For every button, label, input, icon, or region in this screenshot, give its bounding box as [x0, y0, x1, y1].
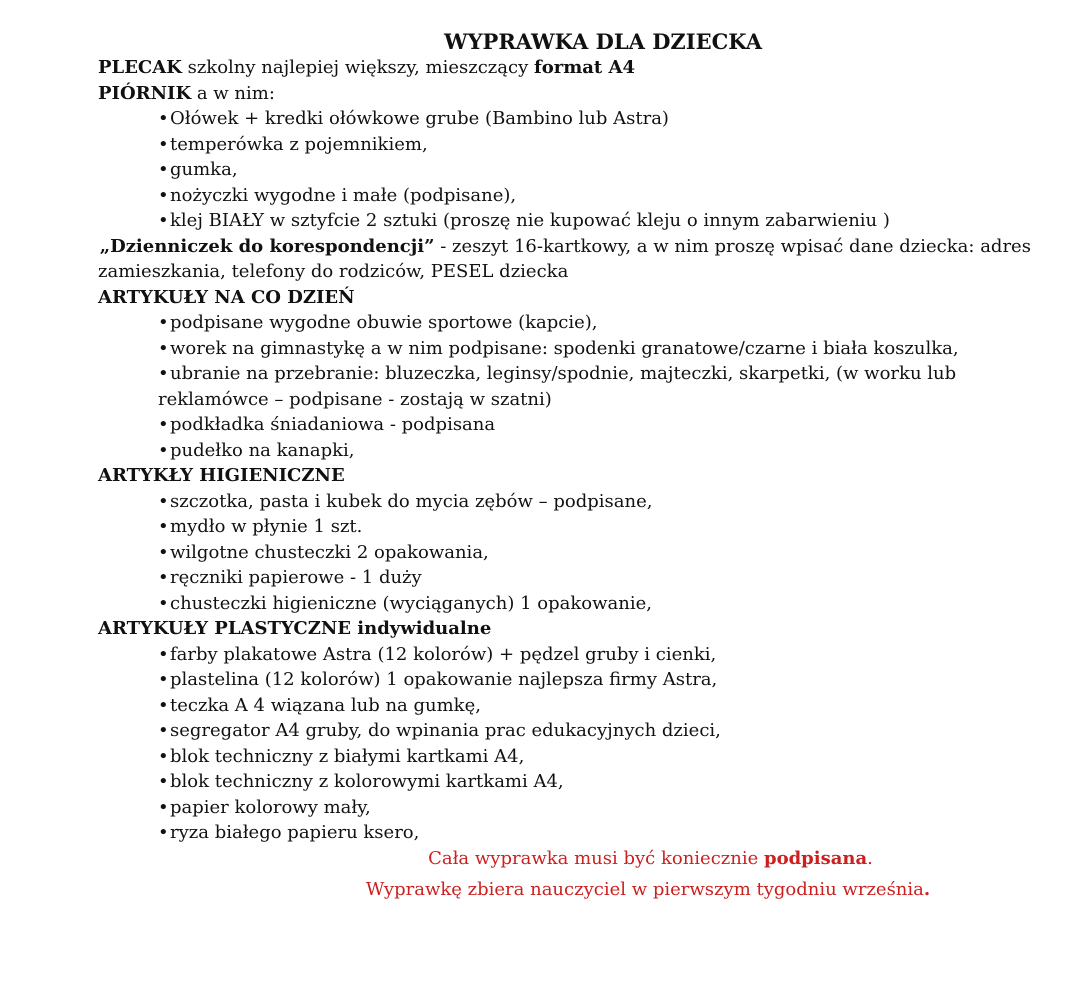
list-item — [98, 208, 1073, 234]
sections — [98, 285, 1073, 846]
dzienniczek-line — [94, 234, 1073, 260]
list-item-text: papier kolorowy mały, — [170, 796, 371, 818]
note-signed-text: Cała wyprawka musi być koniecznie — [428, 847, 764, 869]
bullet-icon: • — [158, 592, 169, 614]
bullet-icon: • — [158, 312, 169, 333]
list-item-text: farby plakatowe Astra (12 kolorów) + pędzel gruby i cienki, — [170, 643, 717, 665]
note-collect — [98, 877, 1073, 902]
bullet-icon: • — [158, 414, 169, 435]
bullet-icon: • — [158, 567, 169, 588]
bullet-icon: • — [158, 516, 169, 537]
list-item-text: chusteczki higieniczne (wyciąganych) 1 opakowanie, — [170, 592, 652, 614]
list-item-text: mydło w płynie 1 szt. — [170, 516, 363, 537]
document — [98, 28, 1073, 902]
list-item — [98, 132, 1073, 158]
bullet-icon: • — [158, 159, 169, 180]
list-item-text: plastelina (12 kolorów) 1 opakowanie najlepsza firmy Astra, — [170, 669, 718, 690]
bullet-icon: • — [158, 490, 169, 512]
list-item-text: temperówka z pojemnikiem, — [170, 133, 428, 155]
note-collect-end: . — [923, 878, 931, 900]
note-collect-text: Wyprawkę zbiera nauczyciel w pierwszym tygodniu września — [365, 878, 924, 900]
list-item — [98, 667, 1073, 693]
section-heading — [98, 463, 1073, 489]
list-item-text: teczka A 4 wiązana lub na gumkę, — [170, 694, 481, 716]
list-item-text: klej BIAŁY w sztyfcie 2 sztuki (proszę nie kupować kleju o innym zabarwieniu ) — [170, 210, 890, 231]
list-item-text: blok techniczny z kolorowymi kartkami A4, — [170, 771, 564, 792]
page-title: WYPRAWKA DLA DZIECKA — [443, 29, 762, 54]
section-heading-text: ARTYKUŁY PLASTYCZNE — [98, 618, 352, 639]
list-item — [98, 361, 1073, 387]
list-item-text: podkładka śniadaniowa - podpisana — [170, 414, 496, 435]
section-heading-text: ARTYKUŁY NA CO DZIEŃ — [98, 286, 355, 308]
list-item — [98, 769, 1073, 795]
list-item-continuation: reklamówce – podpisane - zostają w szatni) — [158, 388, 552, 410]
dzienniczek-text: - zeszyt 16-kartkowy, a w nim proszę wpisać dane dziecka: adres — [434, 235, 1031, 257]
plecak-text: szkolny najlepiej większy, mieszczący — [181, 57, 534, 78]
list-item — [98, 693, 1073, 719]
list-item — [98, 642, 1073, 668]
bullet-icon: • — [158, 694, 169, 716]
piornik-line — [98, 81, 1073, 107]
list-item-text: szczotka, pasta i kubek do mycia zębów – podpisane, — [170, 490, 653, 512]
section-heading-text: ARTYKŁY HIGIENICZNE — [98, 465, 345, 486]
list-item — [98, 489, 1073, 515]
bullet-icon: • — [158, 541, 169, 563]
list-item — [98, 106, 1073, 132]
list-item-text: worek na gimnastykę a w nim podpisane: spodenki granatowe/czarne i biała koszulka, — [170, 337, 959, 359]
list-item — [98, 591, 1073, 617]
plecak-label: PLECAK — [98, 57, 182, 78]
list-item — [98, 820, 1073, 846]
list-item-text: ubranie na przebranie: bluzeczka, leginsy/spodnie, majteczki, skarpetki, (w worku lub — [170, 363, 957, 384]
bullet-icon: • — [158, 337, 169, 359]
note-signed-bold: podpisana — [764, 847, 868, 869]
list-item-text: gumka, — [170, 159, 238, 180]
list-item-text: segregator A4 gruby, do wpinania prac edukacyjnych dzieci, — [170, 720, 721, 741]
bullet-icon: • — [158, 720, 169, 741]
bullet-icon: • — [158, 363, 169, 384]
list-item — [98, 565, 1073, 591]
bullet-icon: • — [158, 184, 169, 206]
bullet-icon: • — [158, 669, 169, 690]
section-heading-extra: indywidualne — [351, 618, 492, 639]
list-item-text: wilgotne chusteczki 2 opakowania, — [170, 541, 489, 563]
list-item-text: ręczniki papierowe - 1 duży — [170, 567, 422, 588]
list-item-text: pudełko na kanapki, — [170, 439, 355, 461]
list-item — [98, 438, 1073, 464]
piornik-text: a w nim: — [191, 82, 275, 104]
list-item — [98, 412, 1073, 438]
list-item — [98, 310, 1073, 336]
section-heading — [98, 616, 1073, 642]
list-item — [98, 744, 1073, 770]
note-signed — [98, 846, 1073, 871]
list-item-text: blok techniczny z białymi kartkami A4, — [170, 745, 525, 767]
list-item — [98, 183, 1073, 209]
note-signed-end: . — [867, 847, 873, 869]
bullet-icon: • — [158, 108, 169, 129]
plecak-format: format A4 — [533, 57, 635, 78]
bullet-icon: • — [158, 643, 169, 665]
list-item — [98, 718, 1073, 744]
plecak-line — [98, 55, 1073, 81]
bullet-icon: • — [158, 439, 169, 461]
dzienniczek-line2: zamieszkania, telefony do rodziców, PESEL dziecka — [98, 261, 569, 282]
piornik-list — [98, 106, 1073, 234]
bullet-icon: • — [158, 210, 169, 231]
list-item — [98, 795, 1073, 821]
list-item — [98, 157, 1073, 183]
dzienniczek-label: „Dzienniczek do korespondencji” — [99, 235, 435, 257]
list-item — [98, 336, 1073, 362]
bullet-icon: • — [158, 771, 169, 792]
list-item-text: Ołówek + kredki ołówkowe grube (Bambino lub Astra) — [170, 108, 669, 129]
piornik-label: PIÓRNIK — [98, 82, 192, 104]
list-item-text: ryza białego papieru ksero, — [170, 822, 420, 843]
list-item-text: podpisane wygodne obuwie sportowe (kapcie), — [170, 312, 598, 333]
bullet-icon: • — [158, 822, 169, 843]
bullet-icon: • — [158, 133, 169, 155]
section-heading — [98, 285, 1073, 311]
list-item — [98, 540, 1073, 566]
list-item-text: nożyczki wygodne i małe (podpisane), — [170, 184, 517, 206]
bullet-icon: • — [158, 745, 169, 767]
bullet-icon: • — [158, 796, 169, 818]
list-item — [98, 514, 1073, 540]
